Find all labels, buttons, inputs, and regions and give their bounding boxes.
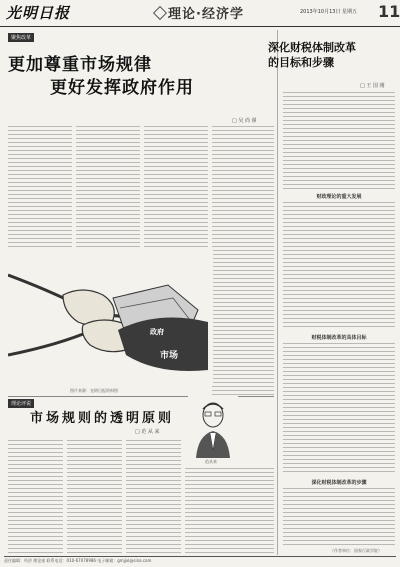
author-portrait	[188, 395, 238, 458]
main-article-column-4	[212, 126, 274, 396]
main-headline-line2: 更好发挥政府作用	[50, 78, 194, 98]
lower-article-column-1	[8, 440, 63, 555]
side-headline-line2: 的目标和步骤	[268, 56, 334, 69]
lower-article-byline: □ 范 从 来	[135, 429, 160, 435]
main-headline-line1: 更加尊重市场规律	[8, 55, 152, 75]
lower-article-column-3	[126, 440, 181, 555]
column-divider	[277, 30, 278, 555]
side-subhead-2: 财税体制改革的具体目标	[311, 335, 367, 341]
side-article-end-note: （作者单位：国家行政学院）	[330, 548, 382, 553]
lower-article-column-4	[185, 468, 274, 555]
side-headline	[268, 40, 356, 70]
dateline: 2013年10月13日 星期五	[300, 9, 358, 15]
hands-illustration	[8, 250, 213, 385]
lower-article-headline: 市场规则的透明原则	[30, 411, 175, 426]
section-title: 理论·经济学	[168, 7, 244, 22]
lower-article-tag: 理论评说	[8, 399, 34, 408]
side-headline-line1: 深化财税体制改革	[268, 41, 356, 54]
side-article-byline: □ 王 国 刚	[360, 83, 385, 89]
side-article-column-b	[283, 202, 395, 330]
side-subhead-1: 财政理论的重大发展	[316, 194, 362, 200]
side-subhead-3: 深化财税体制改革的步骤	[311, 480, 367, 486]
newspaper-logo: 光明日报	[6, 4, 71, 22]
main-article-tag: 聚焦改革	[8, 33, 34, 42]
portrait-caption: 范从来	[205, 459, 217, 464]
footer-info: 责任编辑：经济 理论部 联系电话：010-67078986 电子邮箱：gmjjxl@sina.com	[4, 558, 152, 563]
main-article-column-2	[76, 126, 140, 251]
main-article-column-3	[144, 126, 208, 251]
illustration-label-government: 政府	[150, 328, 164, 336]
main-article-byline: □ 吴 尚 谨	[232, 118, 257, 124]
footer-rule	[4, 556, 396, 557]
illustration-caption: 图片来源：光明日报资料图	[70, 388, 118, 393]
side-article-column-c	[283, 343, 395, 475]
illustration-label-market: 市场	[160, 351, 179, 361]
side-article-column-d	[283, 488, 395, 546]
side-article-column-a	[283, 92, 395, 190]
lower-article-column-2	[67, 440, 122, 555]
page-number: 11	[378, 2, 400, 21]
main-article-column-1	[8, 126, 72, 251]
